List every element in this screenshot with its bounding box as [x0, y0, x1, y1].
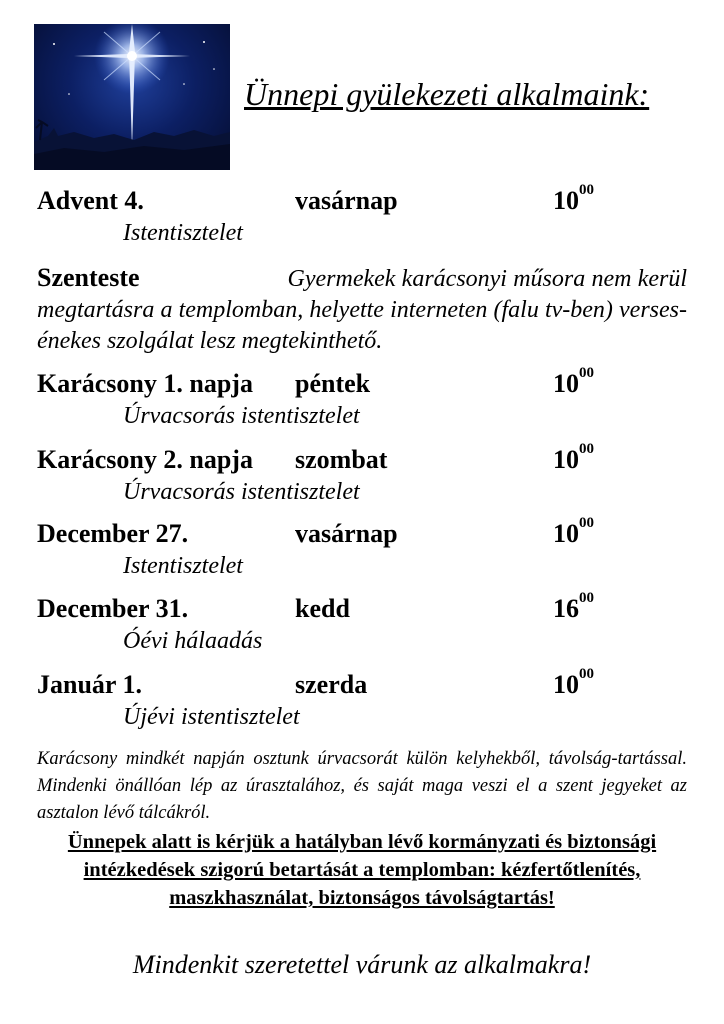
event-name: Advent 4. — [37, 186, 144, 215]
event-description: Istentisztelet — [123, 220, 243, 246]
event-time: $10^{00}$ — [553, 666, 594, 699]
event-day: vasárnap — [295, 186, 398, 215]
event-description: Újévi istentisztelet — [123, 704, 300, 730]
event-day: szombat — [295, 445, 388, 474]
szenteste-paragraph — [37, 262, 687, 357]
star-illustration — [34, 24, 230, 170]
event-description: Óévi hálaadás — [123, 628, 263, 654]
event-day: szerda — [295, 670, 368, 699]
event-time: $10^{00}$ — [553, 365, 594, 398]
event-time: $10^{00}$ — [553, 515, 594, 548]
star-of-bethlehem-image — [34, 24, 230, 170]
event-day: vasárnap — [295, 519, 398, 548]
closing-message: Mindenkit szeretettel várunk az alkalmakra! — [132, 950, 592, 979]
event-day: péntek — [295, 369, 371, 398]
event-time: $10^{00}$ — [553, 441, 594, 474]
page-title: Ünnepi gyülekezeti alkalmaink: — [244, 76, 650, 112]
event-day: kedd — [295, 594, 350, 623]
event-time: $10^{00}$ — [553, 182, 594, 215]
event-name: December 27. — [37, 519, 189, 548]
szenteste-label: Szenteste — [37, 263, 140, 292]
event-description: Istentisztelet — [123, 553, 243, 579]
szenteste-text: Gyermekek karácsonyi műsora nem kerül megtartásra a templomban, helyette interneten (falu tv-ben) verses-énekes szolgálat lesz megtekinthető. — [37, 266, 687, 354]
event-description: Úrvacsorás istentisztelet — [123, 479, 360, 505]
event-name: Január 1. — [37, 670, 142, 699]
event-description: Úrvacsorás istentisztelet — [123, 403, 360, 429]
event-name: Karácsony 1. napja — [37, 369, 253, 398]
communion-notice: Karácsony mindkét napján osztunk úrvacsorát külön kelyhekből, távolság-tartással. Mindenki önállóan lép az úrasztalához, és saját maga veszi el a szent jegyeket az asztalon lévő tálcákról. — [37, 749, 687, 823]
safety-notice: Ünnepek alatt is kérjük a hatályban lévő kormányzati és biztonsági intézkedések szigorú betartását a templomban: kézfertőtlenítés, maszkhasználat, biztonságos távolságtartás! — [67, 831, 657, 909]
event-name: December 31. — [37, 594, 189, 623]
event-name: Karácsony 2. napja — [37, 445, 253, 474]
event-time: $16^{00}$ — [553, 590, 594, 623]
